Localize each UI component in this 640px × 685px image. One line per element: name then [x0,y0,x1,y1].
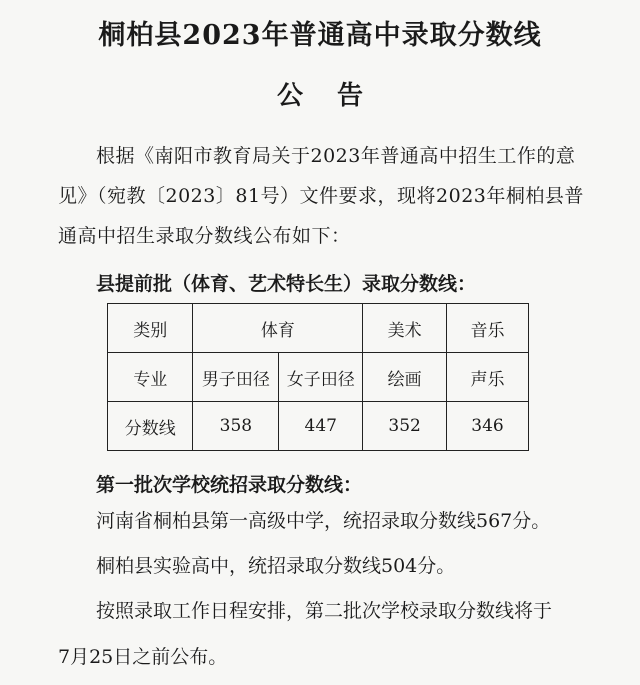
table-cell: 346 [447,402,529,451]
table-cell: 分数线 [108,402,193,451]
early-batch-heading: 县提前批（体育、艺术特长生）录取分数线： [96,273,477,295]
table-row [108,304,529,353]
first-batch-heading: 第一批次学校统招录取分数线： [96,474,363,496]
table-cell: 美术 [363,304,447,353]
table-cell: 音乐 [447,304,529,353]
table-cell: 体育 [193,304,363,353]
table-cell: 女子田径 [279,353,363,402]
schedule-line: 按照录取工作日程安排，第二批次学校录取分数线将于 [96,600,553,622]
table-cell: 类别 [108,304,193,353]
table-row [108,353,529,402]
table-cell: 352 [363,402,447,451]
table-cell: 专业 [108,353,193,402]
document-title: 桐柏县2023年普通高中录取分数线 [98,20,542,51]
schedule-line-continued: 7月25日之前公布。 [58,646,228,668]
intro-paragraph: 根据《南阳市教育局关于2023年普通高中招生工作的意见》（宛教〔2023〕81号）文件要求，现将2023年桐柏县普通高中招生录取分数线公布如下： [58,145,584,247]
table-cell: 447 [279,402,363,451]
table-cell: 358 [193,402,279,451]
second-school-line: 桐柏县实验高中，统招录取分数线504分。 [96,555,456,577]
first-school-line: 河南省桐柏县第一高级中学，统招录取分数线567分。 [96,510,551,532]
table-row [108,402,529,451]
document-subtitle: 公告 [276,81,397,111]
table-cell: 男子田径 [193,353,279,402]
table-cell: 绘画 [363,353,447,402]
table-cell: 声乐 [447,353,529,402]
early-batch-score-table [107,303,529,451]
